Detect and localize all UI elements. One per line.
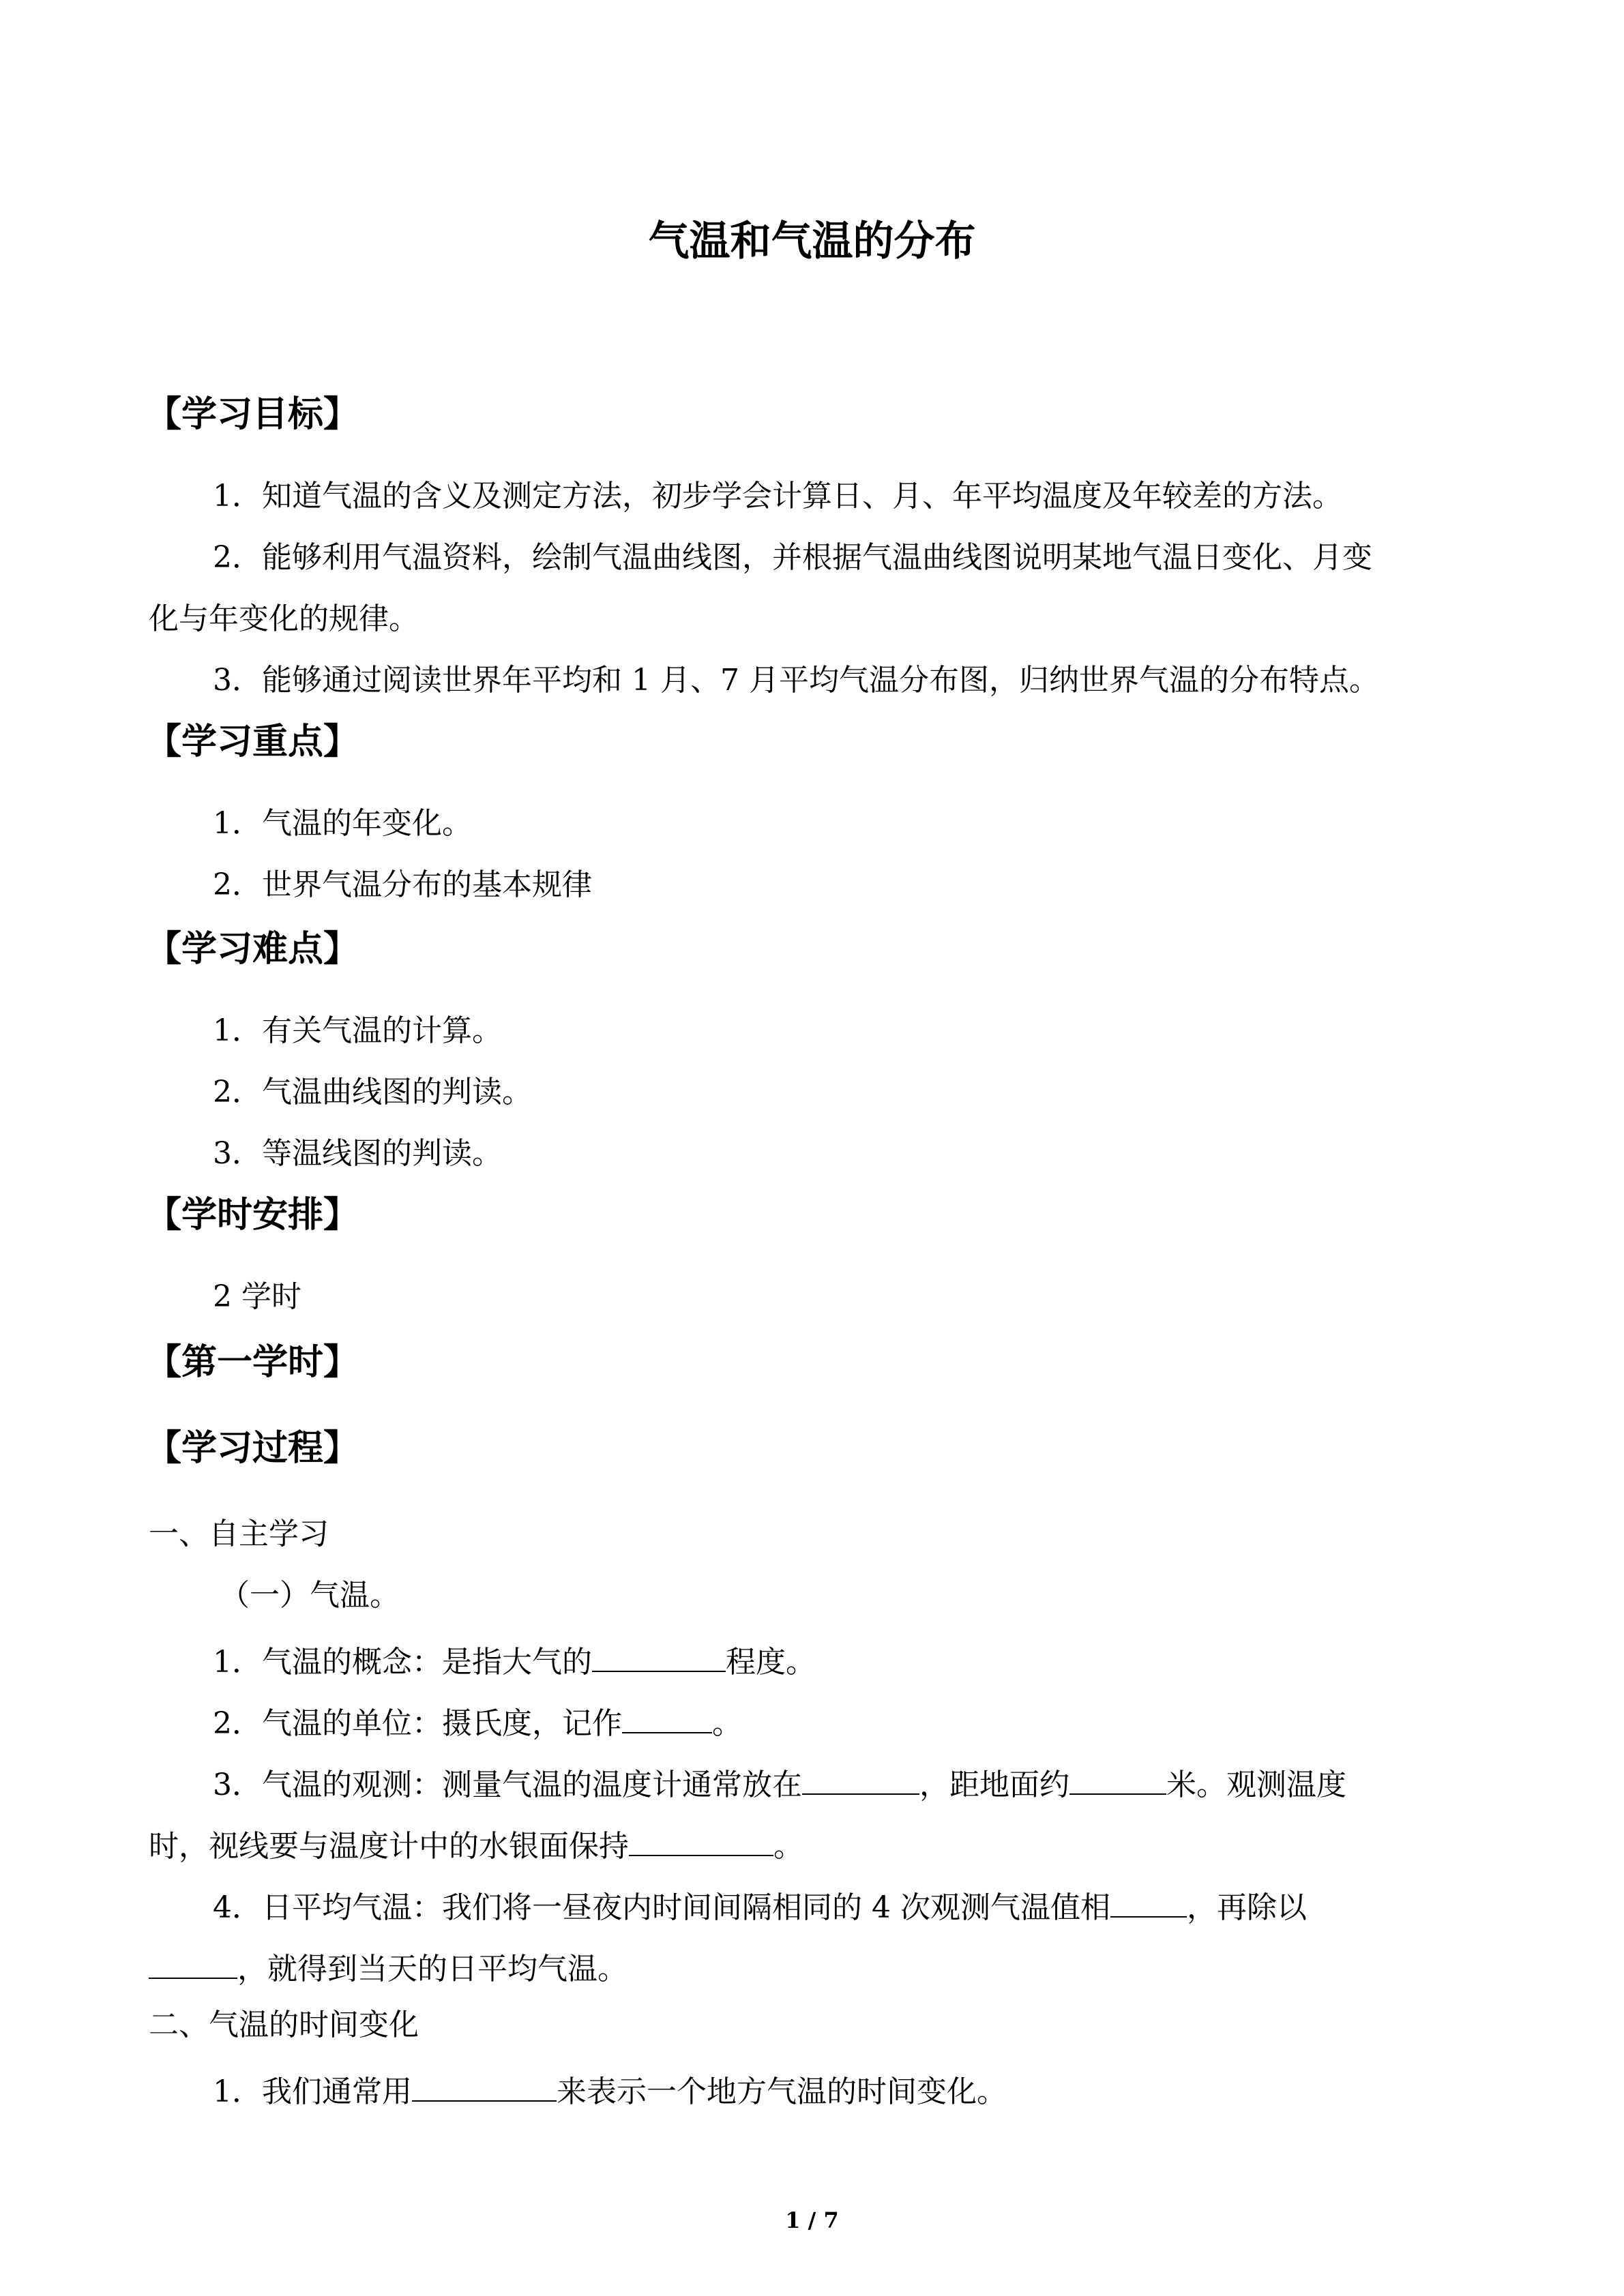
fill-in-blank[interactable] (1110, 1883, 1187, 1918)
fill-in-blank[interactable] (622, 1699, 712, 1733)
fill-in-blank[interactable] (592, 1638, 726, 1672)
question-3-text-line2: 时，视线要与温度计中的水银面保持 (149, 1829, 629, 1864)
difficulty-item: 1．有关气温的计算。 (213, 1013, 502, 1048)
question-3-text-end: 。 (773, 1829, 803, 1864)
question-2-text: 2．气温的单位：摄氏度，记作 (213, 1706, 622, 1741)
question-3 (213, 1761, 1346, 1804)
question-3-text-mid: ，距地面约 (919, 1768, 1069, 1802)
question-4-text-end: ，就得到当天的日平均气温。 (237, 1952, 628, 1986)
key-points-heading: 【学习重点】 (146, 721, 359, 762)
fill-in-blank[interactable] (149, 1945, 237, 1979)
question-1-text: 1．气温的概念：是指大气的 (213, 1645, 592, 1680)
difficulties-heading: 【学习难点】 (146, 929, 359, 970)
key-point-item: 2．世界气温分布的基本规律 (213, 867, 592, 902)
question-4-continuation (149, 1945, 628, 1988)
question-3-text-after: 米。观测温度 (1166, 1768, 1346, 1802)
objective-item: 2．能够利用气温资料，绘制气温曲线图，并根据气温曲线图说明某地气温日变化、月变 (213, 540, 1372, 575)
question-4-text: 4．日平均气温：我们将一昼夜内时间间隔相同的 4 次观测气温值相 (213, 1890, 1110, 1925)
fill-in-blank[interactable] (629, 1822, 773, 1856)
part2-title: 二、气温的时间变化 (149, 2008, 419, 2042)
objective-item: 3．能够通过阅读世界年平均和 1 月、7 月平均气温分布图，归纳世界气温的分布特点。 (213, 663, 1379, 698)
document-title: 气温和气温的分布 (648, 218, 976, 265)
schedule-heading: 【学时安排】 (146, 1195, 359, 1236)
objective-item-continuation: 化与年变化的规律。 (149, 601, 419, 636)
schedule-text: 2 学时 (213, 1279, 301, 1314)
key-point-item: 1．气温的年变化。 (213, 806, 472, 841)
question-3-continuation (149, 1822, 803, 1866)
fill-in-blank[interactable] (1069, 1761, 1166, 1795)
part1-subtitle: （一）气温。 (220, 1578, 400, 1613)
part2-question-1 (213, 2068, 1007, 2111)
question-2 (213, 1699, 742, 1743)
page-number: 1 / 7 (785, 2207, 839, 2233)
part2-question-1-text: 1．我们通常用 (213, 2074, 412, 2109)
objective-item: 1．知道气温的含义及测定方法，初步学会计算日、月、年平均温度及年较差的方法。 (213, 479, 1342, 513)
question-4-text-mid: ，再除以 (1186, 1890, 1307, 1925)
question-1 (213, 1638, 816, 1682)
process-heading: 【学习过程】 (146, 1428, 359, 1469)
fill-in-blank[interactable] (412, 2068, 557, 2102)
question-2-text-end: 。 (712, 1706, 742, 1741)
difficulty-item: 2．气温曲线图的判读。 (213, 1075, 532, 1109)
fill-in-blank[interactable] (802, 1761, 919, 1795)
part1-title: 一、自主学习 (149, 1517, 329, 1551)
question-3-text: 3．气温的观测：测量气温的温度计通常放在 (213, 1768, 802, 1802)
objectives-heading: 【学习目标】 (146, 394, 359, 435)
question-1-text-end: 程度。 (726, 1645, 816, 1680)
first-period-heading: 【第一学时】 (146, 1342, 359, 1383)
part2-question-1-text-end: 来表示一个地方气温的时间变化。 (557, 2074, 1007, 2109)
difficulty-item: 3．等温线图的判读。 (213, 1136, 502, 1171)
question-4 (213, 1883, 1307, 1927)
